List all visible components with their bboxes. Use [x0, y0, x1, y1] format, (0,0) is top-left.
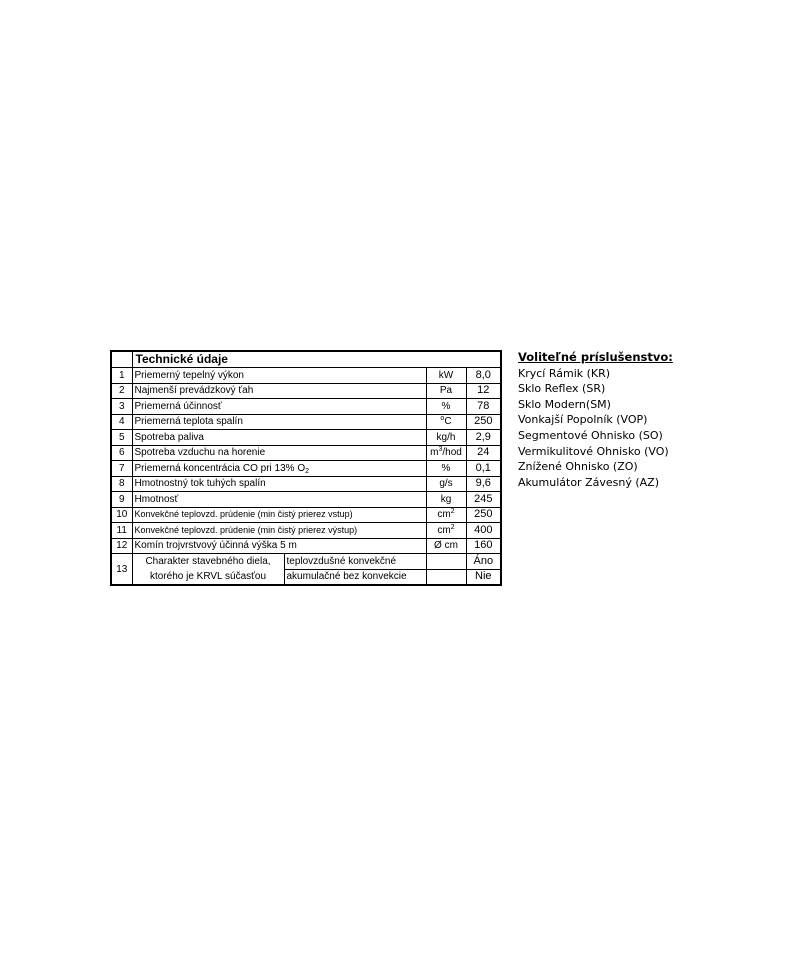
row-unit: [426, 569, 466, 585]
unit-text: m: [430, 447, 439, 459]
row-value: 245: [466, 492, 501, 508]
row-number: 2: [111, 383, 132, 399]
row-value: 24: [466, 445, 501, 461]
row-label: Priemerný tepelný výkon: [132, 368, 426, 384]
row-label: Hmotnostný tok tuhých spalín: [132, 476, 426, 492]
unit-superscript: 2: [450, 508, 455, 516]
table-row: [111, 569, 501, 585]
row-value: 78: [466, 399, 501, 415]
table-row: [111, 430, 501, 446]
table-row: [111, 461, 501, 477]
row-number: 5: [111, 430, 132, 446]
row-number: 9: [111, 492, 132, 508]
label-subscript: 2: [305, 467, 310, 475]
row-number: 1: [111, 368, 132, 384]
table-row: [111, 538, 501, 554]
row-label: Spotreba vzduchu na horenie: [132, 445, 426, 461]
unit-text: /hod: [442, 447, 462, 459]
row-number: 12: [111, 538, 132, 554]
list-item: Segmentové Ohnisko (SO): [518, 428, 663, 442]
row-unit: %: [426, 399, 466, 415]
table-row: [111, 554, 501, 570]
unit-text: cm: [437, 524, 451, 536]
row-value: 0,1: [466, 461, 501, 477]
row-number: 13: [111, 554, 132, 586]
accessories-title: Voliteľné príslušenstvo:: [518, 350, 673, 364]
row-number: 4: [111, 414, 132, 430]
row-number: 6: [111, 445, 132, 461]
technical-data-table: [110, 350, 502, 586]
label-text: Priemerná koncentrácia CO pri 13% O: [134, 462, 306, 474]
accessories-list: [518, 350, 673, 490]
list-item: Znížené Ohnisko (ZO): [518, 460, 638, 474]
row-value: 8,0: [466, 368, 501, 384]
row-unit: %: [426, 461, 466, 477]
list-item: Akumulátor Závesný (AZ): [518, 475, 659, 489]
unit-superscript: o: [440, 415, 445, 423]
row-unit: [426, 445, 466, 461]
row-label: Charakter stavebného diela,: [132, 554, 284, 570]
row-unit: [426, 554, 466, 570]
row-label: Hmotnosť: [132, 492, 426, 508]
table-row: [111, 507, 501, 523]
row-unit: kg/h: [426, 430, 466, 446]
table-row: [111, 399, 501, 415]
row-label: ktorého je KRVL súčasťou: [132, 569, 284, 585]
row-value: Áno: [466, 554, 501, 570]
table-row: [111, 414, 501, 430]
row-value: 250: [466, 414, 501, 430]
unit-text: cm: [437, 509, 451, 521]
row-label: Konvekčné teplovzd. prúdenie (min čistý prierez výstup): [132, 523, 426, 539]
row-unit: g/s: [426, 476, 466, 492]
row-label: [132, 461, 426, 477]
row-unit: [426, 414, 466, 430]
row-label: Spotreba paliva: [132, 430, 426, 446]
table-row: [111, 523, 501, 539]
row-unit: kg: [426, 492, 466, 508]
list-item: Krycí Rámik (KR): [518, 366, 611, 380]
list-item: Vonkajší Popolník (VOP): [518, 413, 648, 427]
unit-text: C: [444, 416, 452, 428]
row-label: Priemerná účinnosť: [132, 399, 426, 415]
row-label: Najmenší prevádzkový ťah: [132, 383, 426, 399]
table-row: [111, 383, 501, 399]
row-number: 10: [111, 507, 132, 523]
row-unit: Pa: [426, 383, 466, 399]
row-label: Priemerná teplota spalín: [132, 414, 426, 430]
table-title: Technické údaje: [132, 351, 501, 368]
row-unit: kW: [426, 368, 466, 384]
row-label: Konvekčné teplovzd. prúdenie (min čistý prierez vstup): [132, 507, 426, 523]
row-value: 250: [466, 507, 501, 523]
row-sublabel: akumulačné bez konvekcie: [284, 569, 426, 585]
row-unit: [426, 523, 466, 539]
table-row: [111, 476, 501, 492]
row-value: 12: [466, 383, 501, 399]
row-value: 160: [466, 538, 501, 554]
table-corner-cell: [111, 351, 132, 368]
list-item: Sklo Reflex (SR): [518, 382, 606, 396]
unit-superscript: 2: [450, 523, 455, 531]
list-item: Vermikulitové Ohnisko (VO): [518, 444, 669, 458]
row-number: 7: [111, 461, 132, 477]
table-title-row: [111, 351, 501, 368]
table-row: [111, 492, 501, 508]
row-value: 400: [466, 523, 501, 539]
row-unit: Ø cm: [426, 538, 466, 554]
row-number: 8: [111, 476, 132, 492]
row-unit: [426, 507, 466, 523]
row-number: 3: [111, 399, 132, 415]
row-sublabel: teplovzdušné konvekčné: [284, 554, 426, 570]
row-value: Nie: [466, 569, 501, 585]
row-value: 2,9: [466, 430, 501, 446]
unit-superscript: 3: [438, 446, 443, 454]
row-value: 9,6: [466, 476, 501, 492]
row-label: Komín trojvrstvový účinná výška 5 m: [132, 538, 426, 554]
list-item: Sklo Modern(SM): [518, 397, 611, 411]
table-row: [111, 368, 501, 384]
row-number: 11: [111, 523, 132, 539]
table-row: [111, 445, 501, 461]
